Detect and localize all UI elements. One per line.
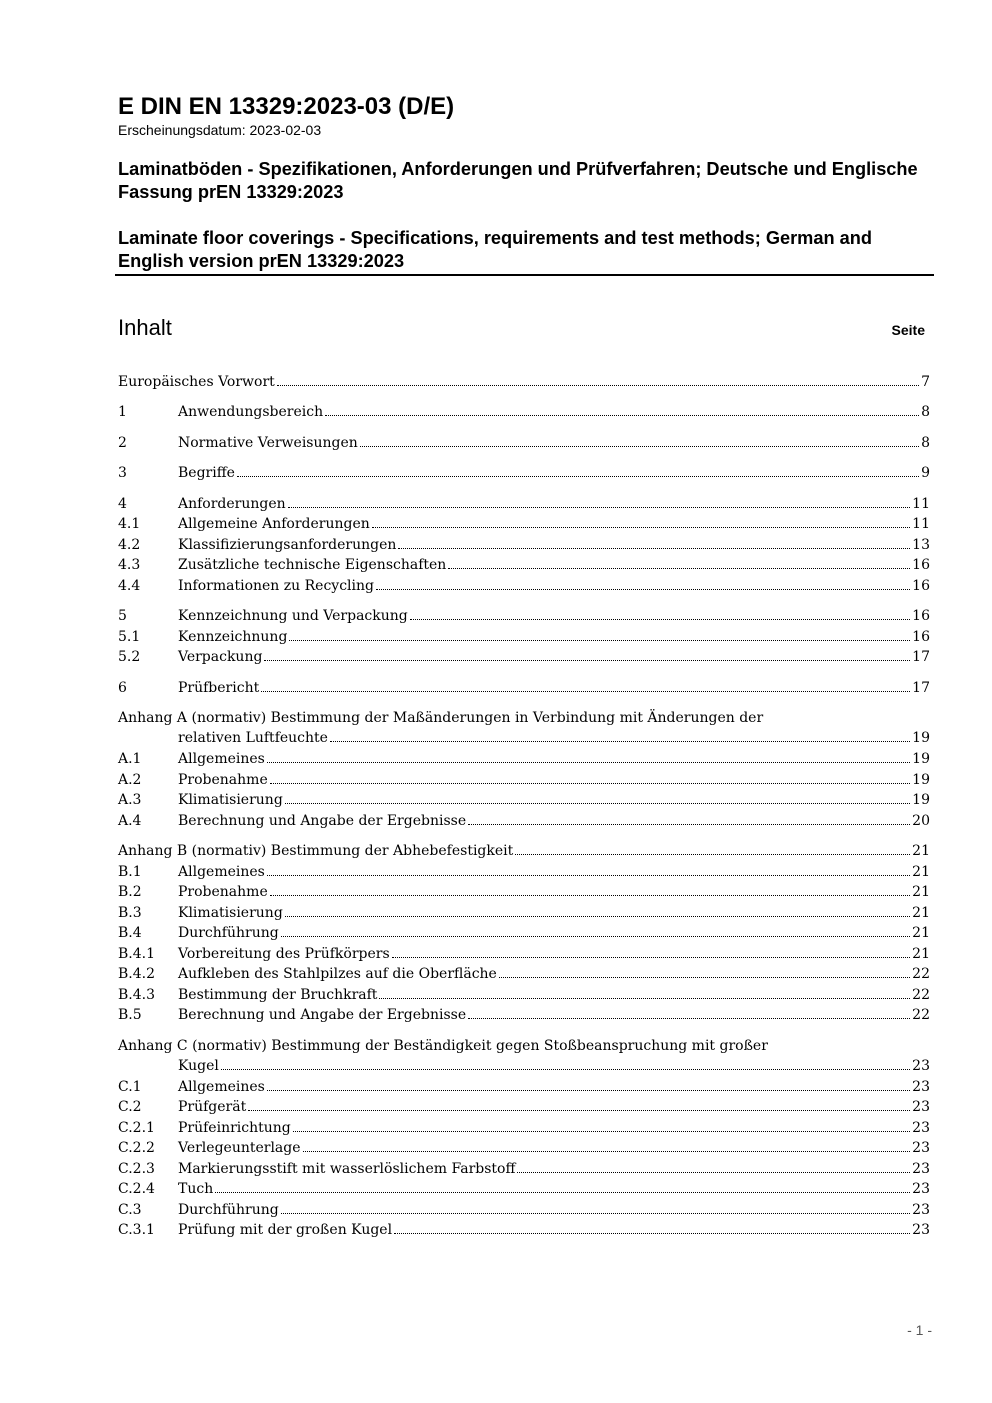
- toc-entry-number: 6: [118, 680, 127, 696]
- toc-entry-title: Verpackung: [178, 649, 263, 665]
- toc-entry-title: Prüfeinrichtung: [178, 1120, 291, 1136]
- dot-leader: [267, 749, 910, 763]
- dot-leader: [394, 1220, 910, 1234]
- dot-leader: [237, 463, 919, 477]
- dot-leader: [285, 903, 910, 917]
- toc-entry-number: C.2.4: [118, 1181, 155, 1197]
- toc-entry-number: C.3: [118, 1202, 142, 1218]
- toc-entry-page: 17: [912, 649, 930, 665]
- toc-entry-title: Tuch: [178, 1181, 214, 1197]
- toc-entry-page: 11: [912, 516, 930, 532]
- dot-leader: [325, 402, 919, 416]
- toc-heading: Inhalt: [118, 315, 172, 340]
- toc-entry-title: Vorbereitung des Prüfkörpers: [178, 946, 390, 962]
- toc-entry-page: 21: [912, 843, 930, 859]
- toc-entry-number: B.3: [118, 905, 142, 921]
- toc-entry-title: Anwendungsbereich: [178, 404, 324, 420]
- toc-entry-number: 4.4: [118, 578, 141, 594]
- dot-leader: [264, 647, 910, 661]
- toc-entry-number: 5: [118, 608, 127, 624]
- toc-entry-number: A.3: [118, 792, 142, 808]
- dot-leader: [221, 1056, 910, 1070]
- toc-entry-number: 4: [118, 496, 127, 512]
- toc-entry-page: 23: [912, 1140, 930, 1156]
- dot-leader: [281, 923, 910, 937]
- toc-entry-number: C.2.2: [118, 1140, 155, 1156]
- toc-entry-title: Probenahme: [178, 884, 268, 900]
- toc-entry-number: 3: [118, 465, 127, 481]
- dot-leader: [270, 770, 910, 784]
- toc-entry-title: Informationen zu Recycling: [178, 578, 374, 594]
- toc-entry-title: Markierungsstift mit wasserlöslichem Farbstoff: [178, 1161, 516, 1177]
- toc-entry-number: 2: [118, 435, 127, 451]
- dot-leader: [293, 1118, 910, 1132]
- toc-entry-title: Bestimmung der Bruchkraft: [178, 987, 378, 1003]
- toc-entry-number: C.1: [118, 1079, 142, 1095]
- toc-entry-title: Kennzeichnung und Verpackung: [178, 608, 408, 624]
- toc-entry-number: 5.1: [118, 629, 141, 645]
- toc-entry-page: 19: [912, 751, 930, 767]
- toc-entry-number: 5.2: [118, 649, 141, 665]
- toc-entry-title-continued: Kugel: [178, 1058, 219, 1074]
- dot-leader: [285, 790, 910, 804]
- toc-entry-title: Durchführung: [178, 925, 279, 941]
- dot-leader: [270, 882, 910, 896]
- toc-entry-title: Klimatisierung: [178, 905, 283, 921]
- toc-entry-title: Allgemeines: [178, 1079, 265, 1095]
- toc-entry-page: 22: [912, 987, 930, 1003]
- dot-leader: [379, 985, 910, 999]
- toc-entry-page: 16: [912, 629, 930, 645]
- dot-leader: [261, 678, 910, 692]
- dot-leader: [448, 555, 910, 569]
- toc-entry-number: A.1: [118, 751, 142, 767]
- toc-entry-number: 1: [118, 404, 127, 420]
- dot-leader: [267, 1077, 910, 1091]
- toc-entry-title: Europäisches Vorwort: [118, 374, 275, 390]
- document-header: [118, 93, 934, 271]
- toc-entry-title: Allgemeines: [178, 751, 265, 767]
- toc-entry-page: 8: [921, 435, 930, 451]
- toc-entry-title: Klassifizierungsanforderungen: [178, 537, 397, 553]
- toc-entry-page: 16: [912, 578, 930, 594]
- toc-entry-number: B.4.3: [118, 987, 156, 1003]
- page-number: - 1 -: [907, 1322, 932, 1338]
- dot-leader: [281, 1200, 910, 1214]
- toc-entry-page: 23: [912, 1120, 930, 1136]
- toc-entry-page: 23: [912, 1058, 930, 1074]
- dot-leader: [215, 1179, 910, 1193]
- toc-entry-page: 21: [912, 946, 930, 962]
- toc-entry-number: C.3.1: [118, 1222, 155, 1238]
- dot-leader: [499, 964, 910, 978]
- toc-entry-page: 17: [912, 680, 930, 696]
- toc-entry-page: 19: [912, 730, 930, 746]
- toc-entry-page: 23: [912, 1099, 930, 1115]
- dot-leader: [360, 433, 919, 447]
- toc-entry-title: Allgemeines: [178, 864, 265, 880]
- dot-leader: [330, 728, 910, 742]
- dot-leader: [288, 494, 911, 508]
- dot-leader: [515, 841, 910, 855]
- toc-entry-page: 21: [912, 864, 930, 880]
- toc-page-column-label: Seite: [891, 322, 925, 338]
- dot-leader: [267, 862, 910, 876]
- toc-entry-page: 9: [921, 465, 930, 481]
- toc-entry-page: 21: [912, 905, 930, 921]
- toc-entry-page: 19: [912, 792, 930, 808]
- toc-entry-title: Normative Verweisungen: [178, 435, 358, 451]
- toc-entry-title-continued: relativen Luftfeuchte: [178, 730, 328, 746]
- toc-entry-page: 20: [912, 813, 930, 829]
- toc-entry-page: 22: [912, 966, 930, 982]
- dot-leader: [376, 576, 910, 590]
- toc-entry-title: Anhang C (normativ) Bestimmung der Beständigkeit gegen Stoßbeanspruchung mit großer: [118, 1038, 768, 1054]
- dot-leader: [398, 535, 910, 549]
- dot-leader: [277, 372, 919, 386]
- toc-entry-page: 23: [912, 1222, 930, 1238]
- toc-entry-title: Prüfbericht: [178, 680, 260, 696]
- toc-entry-title: Begriffe: [178, 465, 235, 481]
- toc-entry-page: 23: [912, 1202, 930, 1218]
- toc-entry-number: C.2: [118, 1099, 142, 1115]
- toc-entry-title: Anhang B (normativ) Bestimmung der Abhebefestigkeit: [118, 843, 514, 859]
- toc-entry-number: C.2.3: [118, 1161, 155, 1177]
- toc-entry-number: B.2: [118, 884, 142, 900]
- publication-date: Erscheinungsdatum: 2023-02-03: [118, 122, 322, 138]
- toc-entry-title: Prüfung mit der großen Kugel: [178, 1222, 393, 1238]
- toc-entry-title: Verlegeunterlage: [178, 1140, 301, 1156]
- dot-leader: [468, 811, 910, 825]
- toc-entry-number: 4.3: [118, 557, 141, 573]
- toc-entry-title: Anforderungen: [178, 496, 286, 512]
- toc-entry-number: A.2: [118, 772, 142, 788]
- toc-entry-title: Klimatisierung: [178, 792, 283, 808]
- dot-leader: [392, 944, 911, 958]
- dot-leader: [372, 514, 910, 528]
- toc-entry-title: Berechnung und Angabe der Ergebnisse: [178, 1007, 467, 1023]
- title-german: Laminatböden - Spezifikationen, Anforderungen und Prüfverfahren; Deutsche und Englische Fassung prEN 13329:2023: [118, 159, 918, 202]
- dot-leader: [289, 627, 910, 641]
- toc-entry-page: 23: [912, 1079, 930, 1095]
- toc-entry-page: 21: [912, 884, 930, 900]
- toc-entry-number: B.4.2: [118, 966, 156, 982]
- toc-entry-title: Durchführung: [178, 1202, 279, 1218]
- dot-leader: [303, 1138, 911, 1152]
- toc-entry-title: Zusätzliche technische Eigenschaften: [178, 557, 447, 573]
- toc-entry-number: A.4: [118, 813, 142, 829]
- toc-entry-page: 23: [912, 1161, 930, 1177]
- dot-leader: [468, 1005, 910, 1019]
- toc-entry-page: 7: [921, 374, 930, 390]
- header-rule: [115, 274, 934, 276]
- toc-entry-number: 4.2: [118, 537, 141, 553]
- toc-entry-page: 11: [912, 496, 930, 512]
- document-id: E DIN EN 13329:2023-03 (D/E): [118, 93, 455, 120]
- toc-entry-number: B.4.1: [118, 946, 156, 962]
- toc-entry-page: 21: [912, 925, 930, 941]
- toc-entry-page: 16: [912, 557, 930, 573]
- toc-entry-title: Anhang A (normativ) Bestimmung der Maßänderungen in Verbindung mit Änderungen der: [118, 710, 764, 726]
- toc-entry-title: Kennzeichnung: [178, 629, 288, 645]
- dot-leader: [248, 1097, 910, 1111]
- toc-entry-page: 13: [912, 537, 930, 553]
- toc-entry-number: B.4: [118, 925, 142, 941]
- toc-entry-title: Aufkleben des Stahlpilzes auf die Oberfläche: [178, 966, 497, 982]
- toc-entry-page: 23: [912, 1181, 930, 1197]
- toc-entry-number: B.5: [118, 1007, 142, 1023]
- toc-entry-number: C.2.1: [118, 1120, 155, 1136]
- toc-entry-title: Probenahme: [178, 772, 268, 788]
- title-english: Laminate floor coverings - Specifications, requirements and test methods; German and English version prEN 13329:2023: [118, 228, 872, 271]
- toc-entry-title: Prüfgerät: [178, 1099, 247, 1115]
- dot-leader: [410, 606, 910, 620]
- toc-entry-title: Berechnung und Angabe der Ergebnisse: [178, 813, 467, 829]
- toc-entry-page: 8: [921, 404, 930, 420]
- dot-leader: [517, 1159, 910, 1173]
- toc-entry-page: 19: [912, 772, 930, 788]
- toc-entry-number: B.1: [118, 864, 142, 880]
- toc-entry-page: 16: [912, 608, 930, 624]
- toc-entry-page: 22: [912, 1007, 930, 1023]
- toc-entry-title: Allgemeine Anforderungen: [178, 516, 370, 532]
- toc-entry-number: 4.1: [118, 516, 141, 532]
